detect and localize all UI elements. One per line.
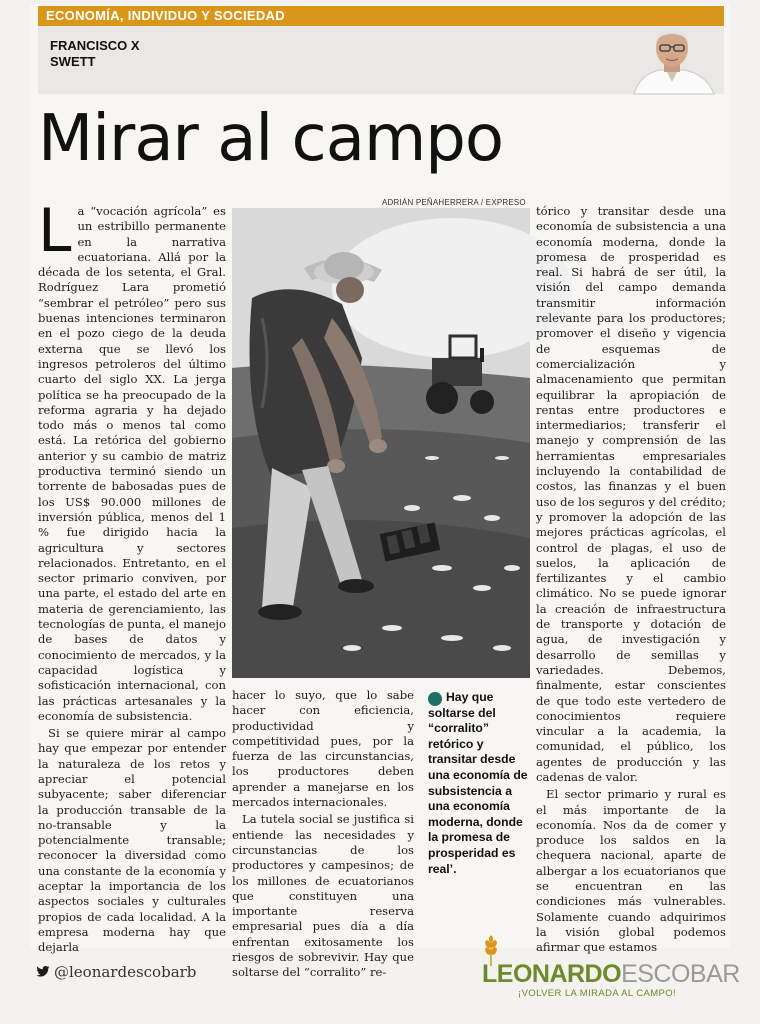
- brand-name: [482, 960, 740, 989]
- brand-name-part2: ESCOBAR: [621, 960, 740, 988]
- paragraph: La tutela social se justifica si entiende las necesidades y circunstancias de los productores y campesinos; de los millones de ecuatorianos que constituyen una importante reserva empresarial pues día a día enfrentan exitosamente los riesgos de sobrevivir. Hay que soltarse del “corralito” re-: [232, 812, 414, 980]
- twitter-bird-icon: [36, 964, 50, 978]
- article-headline: Mirar al campo: [38, 102, 504, 176]
- paragraph: hacer lo suyo, que lo sabe hacer con eficiencia, productividad y competitividad pues, por la fuerza de las circunstancias, los productores deben aprender a manejarse en los mercados internacionales.: [232, 688, 414, 810]
- twitter-handle[interactable]: [36, 963, 196, 981]
- article-column-2: [232, 688, 414, 980]
- author-name-line1: FRANCISCO X: [50, 38, 140, 53]
- author-name-line2: SWETT: [50, 54, 96, 69]
- paragraph: tórico y transitar desde una economía de subsistencia a una economía moderna, donde la promesa de prosperidad es real. Si habrá de ser útil, la visión del campo demanda transmitir información relevante para los productores; promover el diseño y vigencia de esquemas de comercialización y almacenamiento que permitan equilibrar la apropiación de rentas entre productores e intermediarios; transferir el manejo y comprensión de las herramientas empresariales incluyendo la contabilidad de costos, las finanzas y el buen uso de los seguros y del crédito; y promover la adopción de las mejores prácticas agrícolas, el control de plagas, el uso de suelos, la aplicación de fertilizantes y el cambio climático. No se puede ignorar la creación de infraestructura de transporte y dotación de agua, de investigación y desarrollo de semillas y variedades. Debemos, finalmente, estar conscientes de que todo este vertedero de conocimientos requiere vincular a la academia, la comunidad, el público, los agentes de producción y las cadenas de valor.: [536, 204, 726, 784]
- paragraph: El sector primario y rural es el más importante de la economía. Nos da de comer y produce los saldos en la chequera nacional, aparte de albergar a los ecuatorianos que se encuentran en las condiciones más vulnerables. Solamente cuando adquirimos la visión global podemos afirmar que estamos: [536, 787, 726, 955]
- paragraph: Si se quiere mirar al campo hay que empezar por entender la naturaleza de los retos y apreciar el potencial subyacente; saber diferenciar la producción transable de la no-transable y la potencialmente transable; reconocer la diversidad como una constante de la economía y aceptar la importancia de los aspectos sociales y culturales propios de cada localidad. A la empresa moderna hay que dejarla: [38, 726, 226, 955]
- paragraph-text: a “vocación agrícola” es un estribillo permanente en la narrativa ecuatoriana. Allá por la década de los setenta, el Gral. Rodríguez Lara prometió “sembrar el petróleo” pero sus buenas intenciones terminaron en el pozo ciego de la deuda externa que se llevó los ingresos petroleros del último cuarto del siglo XX. La jerga política se ha preocupado de la reforma agraria y ha dejado todo más o menos tal como está. La retórica del gobierno anterior y su cambio de matriz productiva terminó siendo un torrente de babosadas pues de los US$ 90.000 millones de inversión pública, menos del 1 % fue dirigido hacia la agricultura y sectores relacionados. Entretanto, en el sector primario conviven, por una parte, el estado del arte en materia de gerenciamiento, las tecnologías de punta, el manejo de bases de datos y conocimiento de mercados, y la capacidad logística y sofisticación internacional, con las prácticas artesanales y la economía de subsistencia.: [38, 204, 226, 723]
- brand-logo: [478, 936, 738, 1006]
- farmer-planting-photo: [232, 208, 530, 678]
- brand-tagline: ¡VOLVER LA MIRADA AL CAMPO!: [518, 988, 677, 999]
- author-name: [50, 38, 140, 70]
- paragraph: [38, 196, 226, 724]
- section-label: ECONOMÍA, INDIVIDUO Y SOCIEDAD: [46, 8, 285, 23]
- photo-credit: ADRIÁN PEÑAHERRERA / EXPRESO: [382, 198, 526, 207]
- section-bar: [38, 6, 724, 26]
- twitter-handle-text: @leonardescobarb: [54, 963, 197, 981]
- article-column-1: [38, 196, 226, 955]
- pull-quote-text: Hay que soltarse del “corralito” retórico y transitar desde una economía de subsistencia a una economía moderna, donde la promesa de prosperidad es real’.: [428, 690, 528, 876]
- quote-mark-icon: [428, 692, 442, 706]
- pull-quote: [428, 690, 532, 877]
- brand-name-part1: LEONARDO: [482, 960, 622, 988]
- drop-cap: L: [38, 196, 72, 266]
- author-box: [38, 26, 724, 94]
- author-portrait: [626, 26, 718, 94]
- article-column-3: [536, 204, 726, 955]
